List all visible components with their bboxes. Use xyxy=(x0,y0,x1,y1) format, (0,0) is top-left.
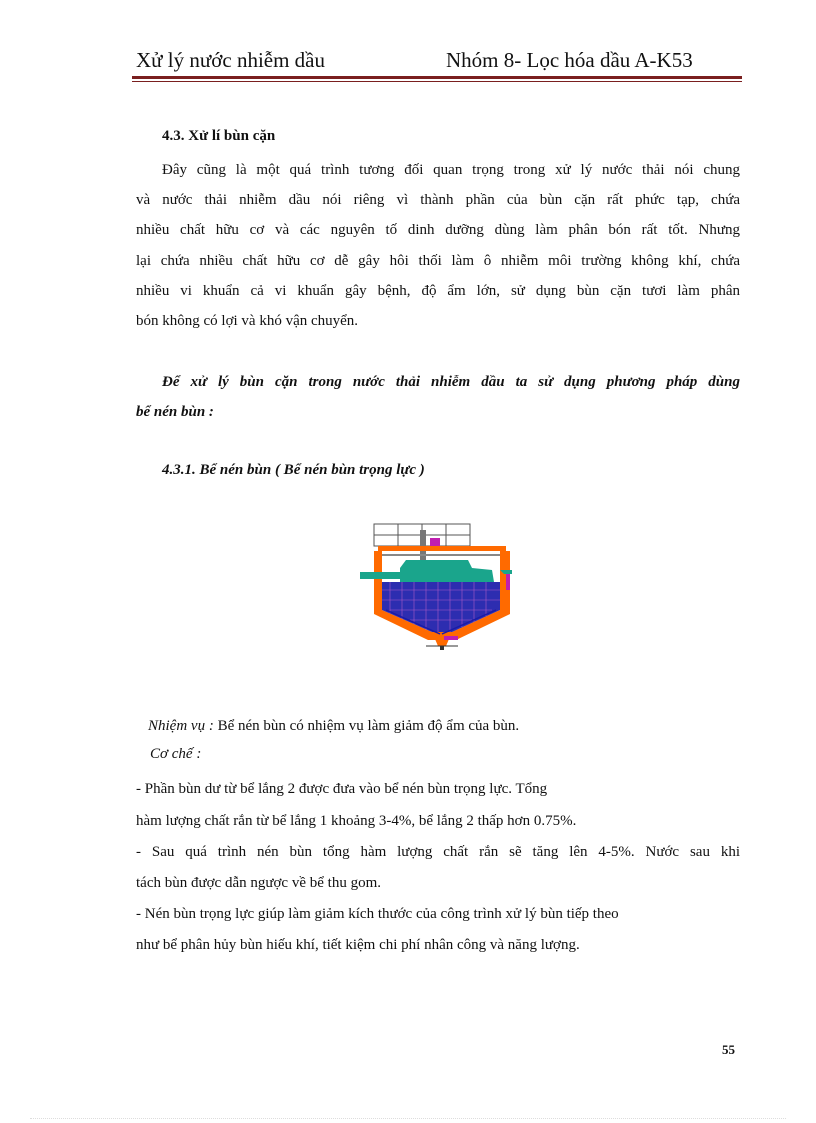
intro-line: lại chứa nhiều chất hữu cơ dễ gây hôi thối làm ô nhiễm môi trường không khí, chứa xyxy=(136,253,740,269)
intro-line: Đây cũng là một quá trình tương đối quan trọng trong xử lý nước thải nói chung xyxy=(162,162,740,178)
co-che-label: Cơ chế : xyxy=(150,746,202,762)
intro-line: bón không có lợi và khó vận chuyển. xyxy=(136,313,359,329)
body-line: - Phần bùn dư từ bể lắng 2 được đưa vào bể nén bùn trọng lực. Tổng xyxy=(136,781,548,797)
diagram-overflow-drop xyxy=(506,574,510,590)
nhiem-vu-label: Nhiệm vụ : xyxy=(148,718,214,734)
nhiem-vu-text: Bể nén bùn có nhiệm vụ làm giảm độ ẩm của bùn. xyxy=(213,718,520,734)
body-line: - Nén bùn trọng lực giúp làm giảm kích thước của công trình xử lý bùn tiếp theo xyxy=(136,906,619,922)
method-line: bể nén bùn : xyxy=(136,404,214,420)
diagram-inlet-pipe xyxy=(360,572,404,579)
intro-line: và nước thải nhiễm dầu nói riêng vì thành phần của bùn cặn rất phức tạp, chứa xyxy=(136,192,740,208)
page-bottom-border xyxy=(30,1118,786,1119)
header-left-title: Xử lý nước nhiễm dầu xyxy=(136,48,325,72)
diagram-inlet-well xyxy=(400,560,494,582)
header-rule-thick xyxy=(132,76,742,79)
section-title: 4.3. Xử lí bùn cặn xyxy=(162,128,276,144)
sludge-thickener-diagram xyxy=(360,520,520,650)
body-line: như bể phân hủy bùn hiếu khí, tiết kiệm chi phí nhân công và năng lượng. xyxy=(136,937,580,953)
header-rule-thin xyxy=(132,81,742,82)
diagram-bridge xyxy=(378,546,506,551)
body-line: tách bùn được dẫn ngược về bể thu gom. xyxy=(136,875,381,891)
method-line: Để xử lý bùn cặn trong nước thải nhiễm dầu ta sử dụng phương pháp dùng xyxy=(162,374,740,390)
body-line: hàm lượng chất rắn từ bể lắng 1 khoảng 3-4%, bể lắng 2 thấp hơn 0.75%. xyxy=(136,813,577,829)
page-number: 55 xyxy=(722,1042,735,1057)
intro-line: nhiều chất hữu cơ và các nguyên tố dinh dưỡng dùng làm phân bón rất tốt. Nhưng xyxy=(136,222,740,238)
body-line: - Sau quá trình nén bùn tổng hàm lượng chất rắn sẽ tăng lên 4-5%. Nước sau khi xyxy=(136,844,740,860)
diagram-sludge-outlet-pipe xyxy=(444,636,458,640)
nhiem-vu-line xyxy=(148,718,519,735)
subsection-title: 4.3.1. Bể nén bùn ( Bể nén bùn trọng lực ) xyxy=(162,462,425,478)
intro-line: nhiều vi khuẩn cả vi khuẩn gây bệnh, độ ẩm lớn, sử dụng bùn cặn tươi làm phân xyxy=(136,283,740,299)
header-right-title: Nhóm 8- Lọc hóa dầu A-K53 xyxy=(446,48,693,72)
